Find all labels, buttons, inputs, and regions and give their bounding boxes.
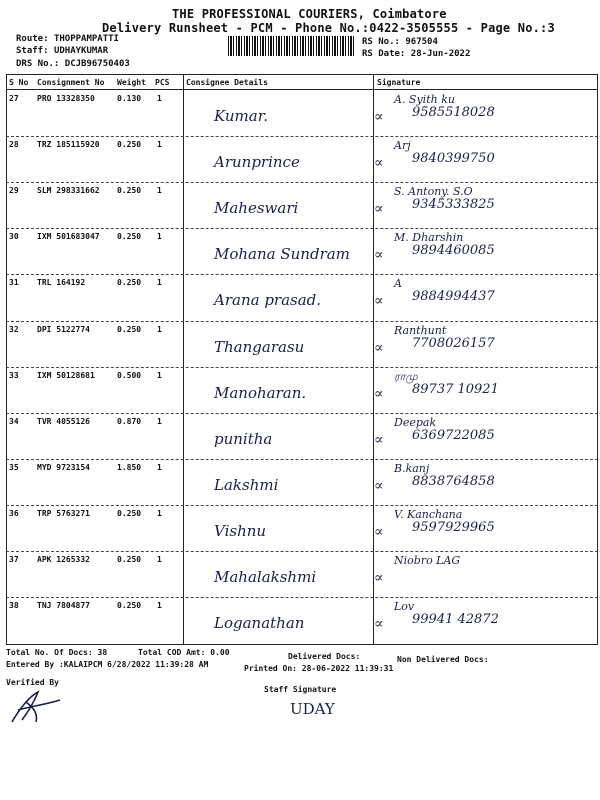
consignment-number: TVR 4055126 [37, 416, 90, 426]
delivered-check-icon: ∝ [374, 477, 384, 494]
weight-value: 0.250 [117, 324, 142, 334]
company-title: THE PROFESSIONAL COURIERS, Coimbatore [172, 7, 447, 21]
row-separator [6, 505, 598, 506]
consignment-number: IXM 50128681 [37, 370, 95, 380]
consignment-number: TRP 5763271 [37, 508, 90, 518]
recipient-signature: Lov [394, 600, 415, 614]
route-value: THOPPAMPATTI [53, 34, 119, 44]
non-delivered-docs-label: Non Delivered Docs: [397, 655, 489, 664]
table-top-border [6, 74, 598, 75]
recipient-phone: 89737 10921 [412, 381, 499, 397]
weight-value: 0.250 [117, 232, 142, 242]
recipient-signature: ராமு [394, 369, 418, 383]
delivered-docs-label: Delivered Docs: [288, 652, 361, 661]
col-header-sno: S No [9, 78, 29, 87]
verified-by-label: Verified By [6, 678, 59, 687]
row-separator [6, 413, 598, 414]
pcs-value: 1 [157, 462, 162, 472]
delivered-check-icon: ∝ [374, 570, 384, 586]
weight-value: 0.250 [117, 186, 142, 196]
consignment-number: SLM 298331662 [37, 186, 100, 196]
total-cod [138, 648, 230, 657]
rs-no-label: RS No.: [362, 37, 400, 47]
delivered-check-icon: ∝ [374, 431, 384, 448]
recipient-signature: Niobro LAG [394, 554, 461, 567]
weight-value: 0.500 [117, 370, 142, 380]
recipient-signature: A. Syith ku [394, 93, 455, 106]
recipient-phone: 9884994437 [412, 289, 495, 305]
recipient-phone: 6369722085 [412, 427, 495, 443]
weight-value: 0.250 [117, 140, 142, 150]
delivered-check-icon: ∝ [374, 201, 384, 218]
rs-date-value: 28-Jun-2022 [410, 49, 471, 59]
serial-number: 33 [9, 370, 19, 380]
recipient-phone: 9597929965 [412, 519, 495, 535]
consignment-number: IXM 501683047 [37, 232, 100, 242]
rs-date-label: RS Date: [362, 49, 406, 59]
consignment-number: APK 1265332 [37, 555, 90, 564]
pcs-value: 1 [157, 416, 162, 426]
total-docs [6, 648, 107, 657]
consignment-number: PRO 13328350 [37, 94, 95, 103]
row-separator [6, 367, 598, 368]
consignee-divider [183, 74, 184, 644]
consignee-name: Mohana Sundram [214, 245, 350, 264]
rs-no-field [362, 37, 438, 47]
recipient-phone: 99941 42872 [412, 612, 499, 628]
staff-signature-label: Staff Signature [264, 685, 337, 694]
weight-value: 0.250 [117, 508, 142, 518]
delivered-check-icon: ∝ [374, 616, 384, 633]
verified-signature-icon [8, 688, 64, 728]
total-docs-label: Total No. Of Docs: [6, 648, 93, 657]
drs-field [16, 59, 130, 69]
consignee-name: Maheswari [214, 199, 299, 218]
weight-value: 1.850 [117, 462, 142, 472]
delivered-check-icon: ∝ [374, 109, 384, 125]
printed-on: Printed On: 28-06-2022 11:39:31 [244, 664, 394, 673]
staff-field [16, 46, 108, 56]
row-separator [6, 551, 598, 552]
recipient-signature: Deepak [394, 415, 437, 429]
entered-by: Entered By :KALAIPCM 6/28/2022 11:39:28 AM [6, 660, 209, 669]
consignee-name: Manoharan. [214, 383, 307, 402]
consignee-name: Thangarasu [214, 337, 305, 356]
consignee-name: Mahalakshmi [214, 568, 317, 586]
table-bottom-border [6, 644, 598, 645]
serial-number: 29 [9, 186, 19, 196]
col-header-pcs: PCS [155, 78, 170, 87]
serial-number: 36 [9, 508, 19, 518]
serial-number: 27 [9, 94, 19, 103]
rs-date-field [362, 49, 470, 59]
drs-label: DRS No.: [16, 59, 60, 69]
pcs-value: 1 [157, 601, 162, 611]
pcs-value: 1 [157, 140, 162, 150]
weight-value: 0.250 [117, 278, 142, 288]
weight-value: 0.250 [117, 555, 142, 564]
total-cod-value: 0.00 [210, 648, 230, 657]
serial-number: 30 [9, 232, 19, 242]
recipient-phone: 8838764858 [412, 473, 495, 489]
row-separator [6, 274, 598, 275]
pcs-value: 1 [157, 232, 162, 242]
pcs-value: 1 [157, 278, 162, 288]
row-separator [6, 228, 598, 229]
serial-number: 38 [9, 601, 19, 611]
consignee-name: Kumar. [214, 107, 268, 125]
recipient-phone: 9840399750 [412, 151, 495, 167]
total-cod-label: Total COD Amt: [138, 648, 206, 657]
pcs-value: 1 [157, 186, 162, 196]
recipient-phone: 7708026157 [412, 335, 495, 351]
rs-no-value: 967504 [405, 37, 438, 47]
row-separator [6, 136, 598, 137]
delivered-check-icon: ∝ [374, 247, 384, 264]
consignee-name: Arana prasad. [214, 291, 322, 310]
recipient-signature: Arj [394, 139, 411, 153]
serial-number: 37 [9, 555, 19, 564]
recipient-phone: 9585518028 [412, 105, 495, 120]
consignee-name: punitha [214, 429, 273, 448]
row-separator [6, 459, 598, 460]
consignee-name: Vishnu [214, 521, 267, 540]
recipient-phone: 9894460085 [412, 243, 495, 259]
row-separator [6, 597, 598, 598]
delivered-check-icon: ∝ [374, 339, 384, 356]
delivered-check-icon: ∝ [374, 293, 384, 310]
recipient-signature: S. Antony. S.O [394, 185, 473, 199]
drs-value: DCJB96750403 [64, 59, 130, 69]
delivered-check-icon: ∝ [374, 523, 384, 540]
recipient-signature: M. Dharshin [394, 231, 464, 245]
weight-value: 0.250 [117, 601, 142, 611]
table-right-border [597, 74, 598, 644]
consignment-number: DPI 5122774 [37, 324, 90, 334]
col-header-consignment: Consignment No [37, 78, 105, 87]
delivered-check-icon: ∝ [374, 385, 384, 402]
serial-number: 28 [9, 140, 19, 150]
barcode [228, 36, 356, 56]
pcs-value: 1 [157, 370, 162, 380]
consignment-number: TRL 164192 [37, 278, 86, 288]
runsheet-subtitle: Delivery Runsheet - PCM - Phone No.:0422-3505555 - Page No.:3 [102, 21, 555, 35]
row-separator [6, 321, 598, 322]
route-label: Route: [16, 34, 49, 44]
recipient-signature: V. Kanchana [394, 507, 463, 521]
consignee-name: Arunprince [214, 153, 300, 172]
route-field [16, 34, 119, 44]
table-left-border [6, 74, 7, 644]
consignee-name: Loganathan [214, 614, 305, 633]
consignment-number: TRZ 185115920 [37, 140, 100, 150]
weight-value: 0.870 [117, 416, 142, 426]
col-header-signature: Signature [377, 78, 421, 87]
staff-label: Staff: [16, 46, 49, 56]
pcs-value: 1 [157, 508, 162, 518]
col-header-weight: Weight [117, 78, 146, 87]
staff-signature-handwriting: UDAY [290, 700, 335, 718]
serial-number: 32 [9, 324, 19, 334]
table-header-border [6, 89, 598, 90]
consignment-number: MYD 9723154 [37, 462, 90, 472]
consignment-number: TNJ 7804877 [37, 601, 90, 611]
recipient-signature: A [394, 277, 402, 291]
serial-number: 35 [9, 462, 19, 472]
total-docs-value: 38 [97, 648, 108, 657]
recipient-signature: Ranthunt [394, 323, 447, 337]
pcs-value: 1 [157, 324, 162, 334]
consignee-name: Lakshmi [214, 475, 279, 494]
staff-value: UDHAYKUMAR [53, 46, 109, 56]
col-header-consignee: Consignee Details [186, 78, 268, 87]
recipient-signature: B.kanj [394, 461, 430, 475]
serial-number: 31 [9, 278, 19, 288]
pcs-value: 1 [157, 94, 162, 103]
recipient-phone: 9345333825 [412, 197, 495, 213]
pcs-value: 1 [157, 555, 162, 564]
row-separator [6, 182, 598, 183]
serial-number: 34 [9, 416, 19, 426]
delivered-check-icon: ∝ [374, 155, 384, 172]
weight-value: 0.130 [117, 94, 142, 103]
